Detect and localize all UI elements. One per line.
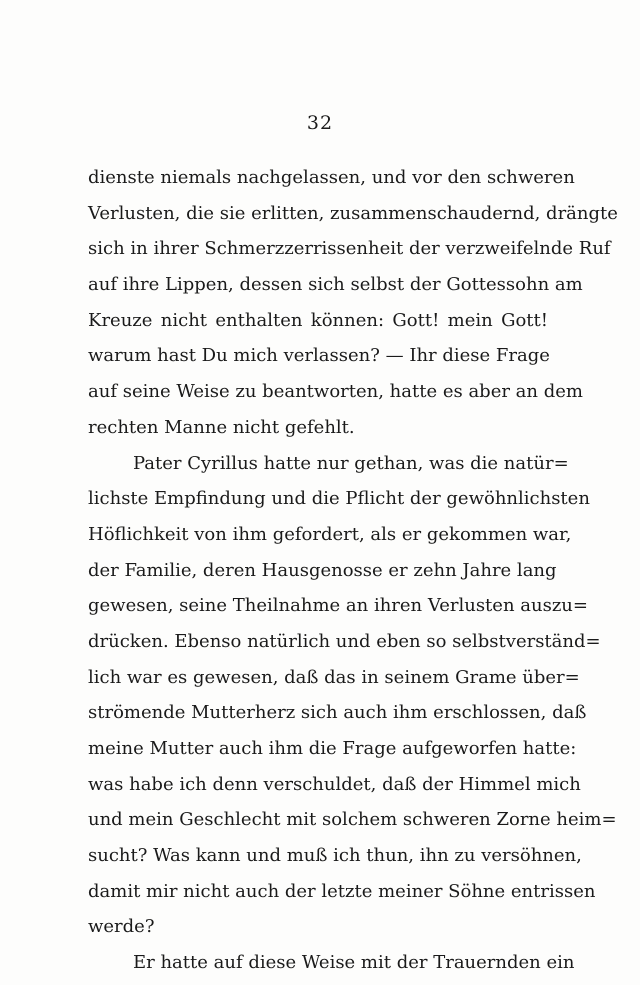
text-line: werde? [88,916,155,938]
text-line: gewesen, seine Theilnahme an ihren Verlusten auszu= [88,595,588,617]
paragraph-start-line: Pater Cyrillus hatte nur gethan, was die natür= [133,452,569,474]
text-line: rechten Manne nicht gefehlt. [88,416,355,438]
text-line: Verlusten, die sie erlitten, zusammenschaudernd, drängte [88,202,618,224]
paragraph-start-line: Er hatte auf diese Weise mit der Trauernden ein [133,952,575,974]
text-line: sich in ihrer Schmerzzerrissenheit der verzweifelnde Ruf [88,238,611,260]
text-line: drücken. Ebenso natürlich und eben so selbstverständ= [88,630,601,652]
page-number: 32 [306,112,334,134]
text-line: strömende Mutterherz sich auch ihm erschlossen, daß [88,702,587,724]
text-line: damit mir nicht auch der letzte meiner Söhne entrissen [88,880,596,902]
text-line: Kreuze nicht enthalten können: Gott! mein Gott! [88,309,548,331]
text-line: lich war es gewesen, daß das in seinem Grame über= [88,666,580,688]
text-line: lichste Empfindung und die Pflicht der gewöhnlichsten [88,488,590,510]
text-line: Höflichkeit von ihm gefordert, als er gekommen war, [88,523,572,545]
text-line: sucht? Was kann und muß ich thun, ihn zu versöhnen, [88,845,582,867]
text-line: meine Mutter auch ihm die Frage aufgeworfen hatte: [88,738,577,759]
text-line: auf ihre Lippen, dessen sich selbst der Gottessohn am [88,274,583,296]
text-line: dienste niemals nachgelassen, und vor den schweren [88,167,575,188]
text-line: der Familie, deren Hausgenosse er zehn Jahre lang [88,559,557,581]
text-line: auf seine Weise zu beantworten, hatte es aber an dem [88,381,583,403]
text-line: und mein Geschlecht mit solchem schweren Zorne heim= [88,809,617,831]
body-text [88,160,618,981]
text-line: warum hast Du mich verlassen? — Ihr diese Frage [88,345,550,367]
text-line: was habe ich denn verschuldet, daß der Himmel mich [88,773,581,795]
